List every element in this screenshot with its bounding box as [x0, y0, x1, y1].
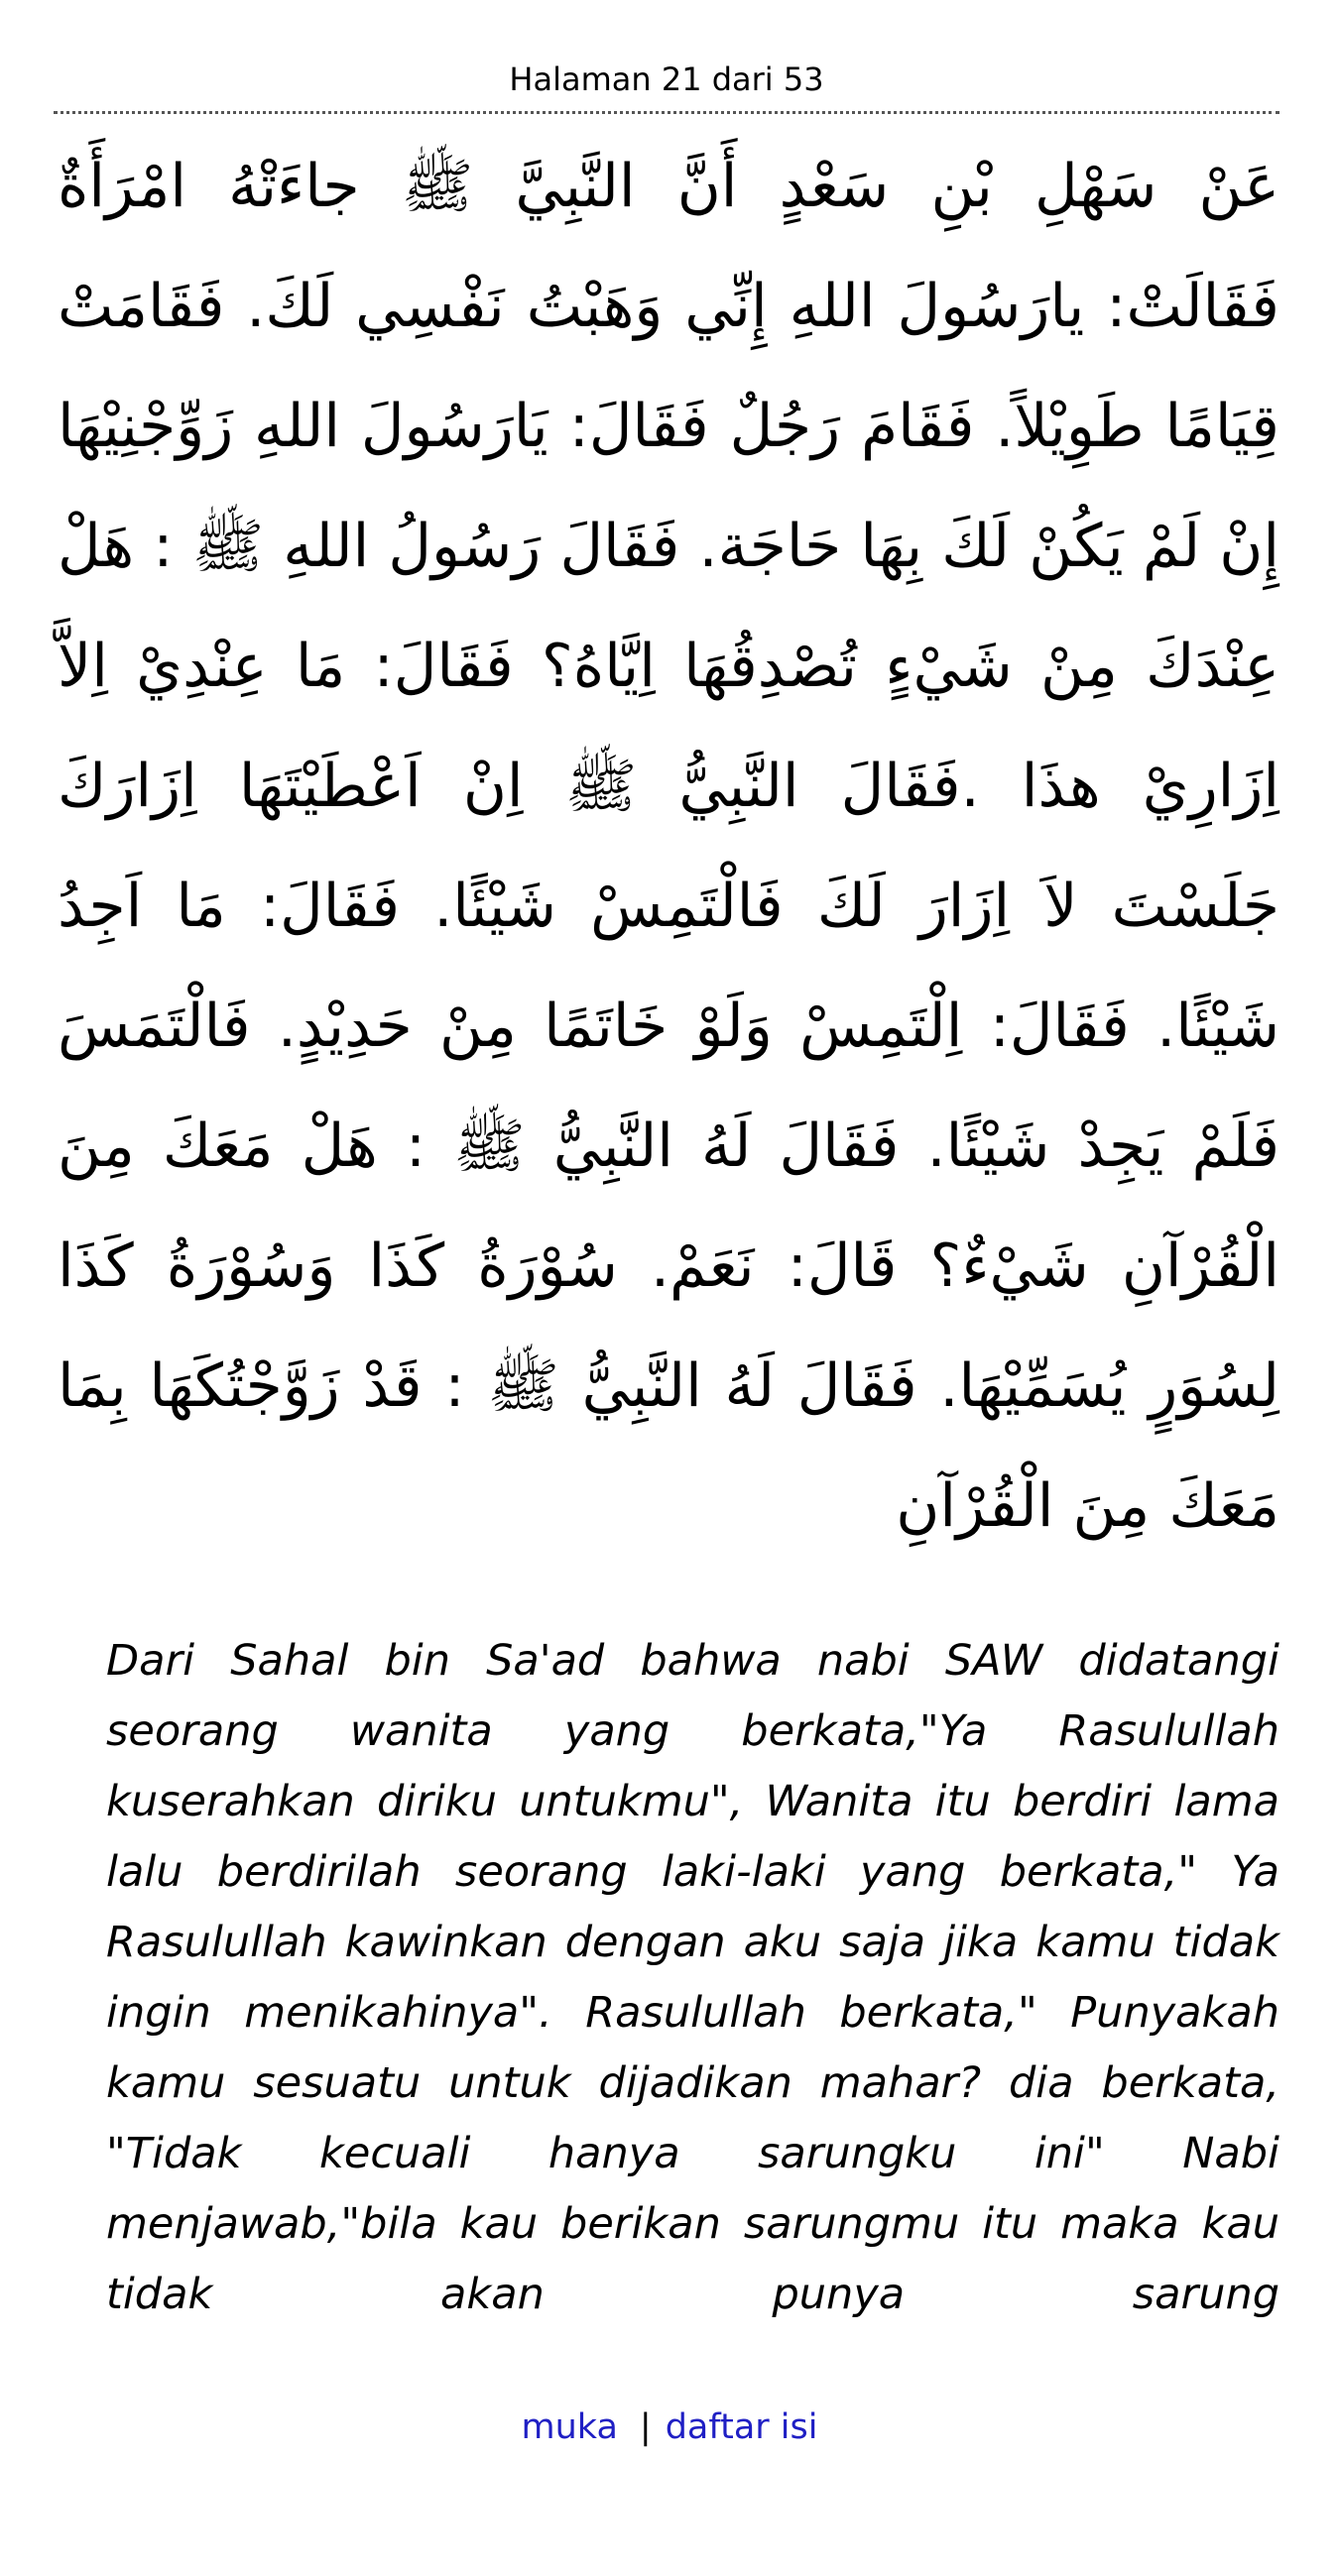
table-of-contents-link[interactable]: daftar isi	[665, 2407, 818, 2447]
home-link[interactable]: muka	[521, 2407, 618, 2447]
page-indicator: Halaman 21 dari 53	[509, 60, 824, 98]
hadith-arabic-text: عَنْ سَهْلِ بْنِ سَعْدٍ أَنَّ النَّبِيَّ ﷺ جاءَتْهُ امْرَأَةٌ فَقَالَتْ: يارَسُولَ اللهِ إِنِّي وَهَبْتُ نَفْسِي لَكَ. فَقَامَتْ قِيَامًا طَوِيْلاً. فَقَامَ رَجُلٌ فَقَالَ: يَارَسُولَ اللهِ زَوِّجْنِيْهَا إِنْ لَمْ يَكُنْ لَكَ بِهَا حَاجَة. فَقَالَ رَسُولُ اللهِ ﷺ : هَلْ عِنْدَكَ مِنْ شَيْءٍ تُصْدِقُهَا اِيَّاهُ؟ فَقَالَ: مَا عِنْدِيْ اِلاَّ اِزَارِيْ هذَا .فَقَالَ النَّبِيُّ ﷺ اِنْ اَعْطَيْتَهَا اِزَارَكَ جَلَسْتَ لاَ اِزَارَ لَكَ فَالْتَمِسْ شَيْئًا. فَقَالَ: مَا اَجِدُ شَيْئًا. فَقَالَ: اِلْتَمِسْ وَلَوْ خَاتَمًا مِنْ حَدِيْدٍ. فَالْتَمَسَ فَلَمْ يَجِدْ شَيْئًا. فَقَالَ لَهُ النَّبِيُّ ﷺ : هَلْ مَعَكَ مِنَ الْقُرْآنِ شَيْءٌ؟ قَالَ: نَعَمْ. سُوْرَةُ كَذَا وَسُوْرَةُ كَذَا لِسُوَرٍ يُسَمِّيْهَا. فَقَالَ لَهُ النَّبِيُّ ﷺ : قَدْ زَوَّجْتُكَهَا بِمَا مَعَكَ مِنَ الْقُرْآنِ	[58, 152, 1279, 1541]
footer-navigation	[0, 2403, 1339, 2451]
hadith-translation: Dari Sahal bin Sa'ad bahwa nabi SAW didatangi seorang wanita yang berkata,"Ya Rasulullah kuserahkan diriku untukmu", Wanita itu berdiri lama lalu berdirilah seorang laki-laki yang berkata," Ya Rasulullah kawinkan dengan aku saja jika kamu tidak ingin menikahinya". Rasulullah berkata," Punyakah kamu sesuatu untuk dijadikan mahar? dia berkata, "Tidak kecuali hanya sarungku ini" Nabi menjawab,"bila kau berikan sarungmu itu maka kau tidak akan punya sarung	[106, 1636, 1279, 2319]
header-divider	[54, 111, 1279, 114]
footer-separator: |	[639, 2407, 652, 2447]
